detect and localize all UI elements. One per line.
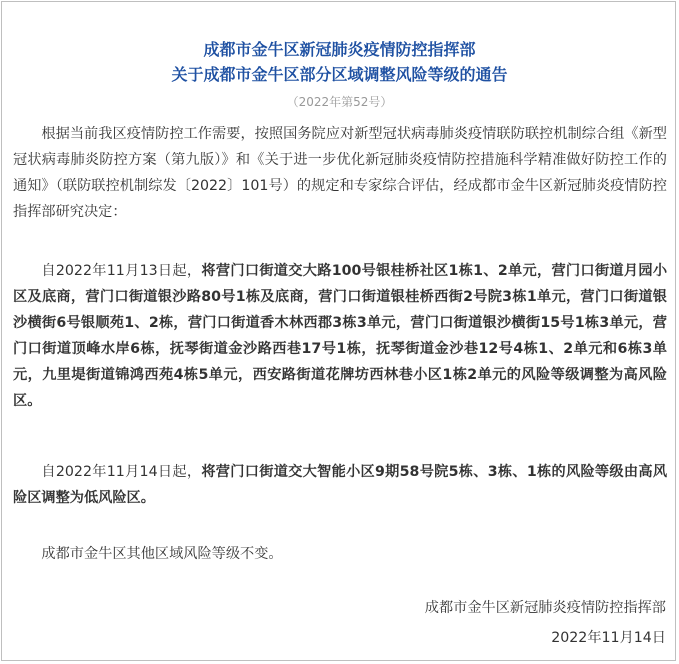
closing-paragraph: 成都市金牛区其他区域风险等级不变。 (41, 546, 283, 562)
title-line-1: 成都市金牛区新冠肺炎疫情防控指挥部 (203, 40, 476, 59)
item2-paragraph (13, 459, 667, 511)
signature-org: 成都市金牛区新冠肺炎疫情防控指挥部 (424, 600, 666, 616)
doc-number: （2022年第52号） (286, 95, 393, 109)
signature-date: 2022年11月14日 (551, 630, 666, 646)
item1-paragraph (13, 258, 667, 414)
title-line-2: 关于成都市金牛区部分区域调整风险等级的通告 (171, 65, 508, 84)
item1-date: 自2022年11月13日起， (41, 263, 202, 279)
item1-text: 将营门口街道交大路100号银桂桥社区1栋1、2单元，营门口街道月园小区及底商，营门口街道银沙路80号1栋及底商，营门口街道银桂桥西街2号院3栋1单元，营门口街道银沙横街6号银顺苑1、2栋，营门口街道香木林西郡3栋3单元，营门口街道银沙横街15号1栋3单元，营门口街道顶峰水岸6栋，抚琴街道金沙路西巷17号1栋，抚琴街道金沙巷12号4栋1、2单元和6栋3单元，九里堤街道锦鸿西苑4栋5单元，西安路街道花牌坊西林巷小区1栋2单元的风险等级调整为高风险区。 (13, 263, 668, 409)
item2-text: 将营门口街道交大智能小区9期58号院5栋、3栋、1栋的风险等级由高风险区调整为低风险区。 (13, 464, 668, 506)
item2-date: 自2022年11月14日起， (41, 464, 202, 480)
intro-paragraph: 根据当前我区疫情防控工作需要，按照国务院应对新型冠状病毒肺炎疫情联防联控机制综合组《新型冠状病毒肺炎防控方案（第九版）》和《关于进一步优化新冠肺炎疫情防控措施科学精准做好防控工作的通知》（联防联控机制综发〔2022〕101号）的规定和专家综合评估，经成都市金牛区新冠肺炎疫情防控指挥部研究决定： (13, 126, 667, 220)
